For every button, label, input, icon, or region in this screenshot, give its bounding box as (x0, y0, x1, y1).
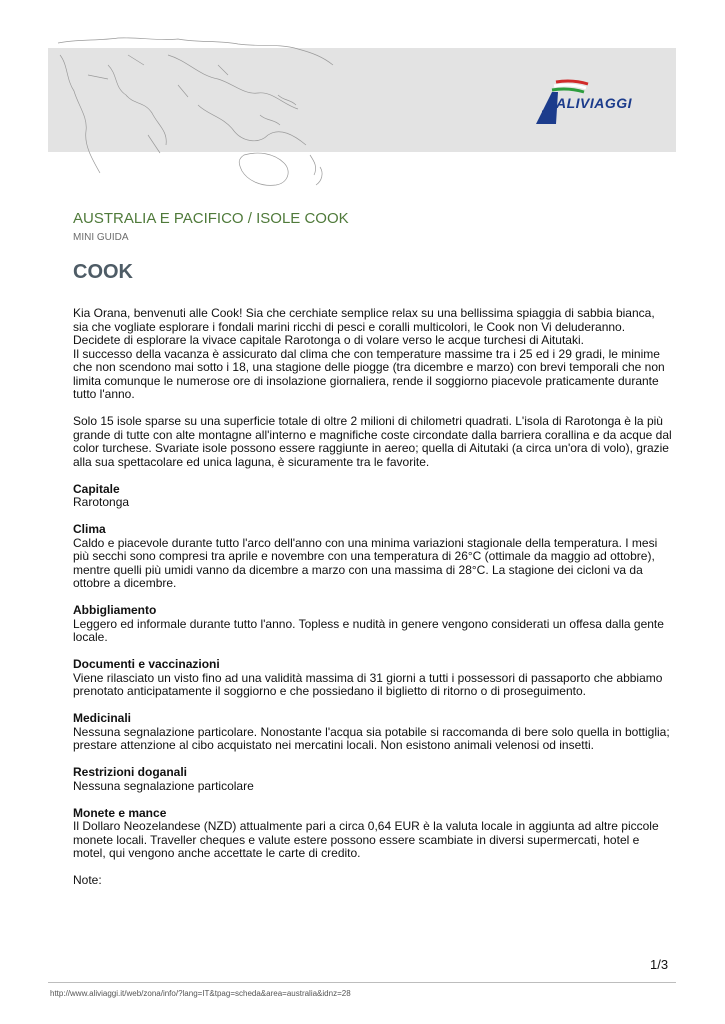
intro-paragraph: Il successo della vacanza è assicurato dal clima che con temperature massime tra i 25 ed i 29 gradi, le minime che non scendono mai sotto i 18, una stagione delle piogge (tra dicembre e marzo) con brevi temporali che non limita comunque le numerose ore di insolazione giornaliera, rende il soggiorno piacevole praticamente durante tutto l'anno. (73, 346, 665, 401)
intro-paragraph: Solo 15 isole sparse su una superficie totale di oltre 2 milioni di chilometri quadrati. L'isola di Rarotonga è la più grande di tutte con alte montagne all'interno e magnifiche coste circondate dalla barriera corallina e da acque dal color turchese. Svariate isole possono essere raggiunte in aereo; quella di Aitutaki (a circa un'ora di volo), grazie alla sua spettacolare ed unica laguna, è sicuramente tra le favorite. (73, 414, 672, 469)
section-title-capitale: Capitale (73, 481, 120, 496)
logo-wordmark: ALIVIAGGI (556, 95, 633, 111)
note-label: Note: (73, 873, 102, 887)
section-body-restrizioni: Nessuna segnalazione particolare (73, 778, 254, 793)
section-body-medicinali: Nessuna segnalazione particolare. Nonostante l'acqua sia potabile si raccomanda di bere solo quella in bottiglia; prestare attenzione al cibo acquistato nei mercatini locali. Non esistono animali velenosi od insetti. (73, 724, 670, 752)
world-map-graphic (48, 35, 348, 190)
region-title: AUSTRALIA E PACIFICO / ISOLE COOK (73, 210, 349, 227)
guide-subtitle: MINI GUIDA (73, 232, 129, 243)
guide-content (73, 307, 673, 888)
section-body-clima: Caldo e piacevole durante tutto l'arco dell'anno con una minima variazioni stagionale della temperatura. I mesi più secchi sono compresi tra aprile e novembre con una temperatura di 26°C (ottimale da maggio ad ottobre), mentre quelli più umidi vanno da dicembre a marzo con una massima di 28°C. La stagione dei cicloni va da ottobre a dicembre. (73, 535, 658, 590)
page-title: COOK (73, 261, 133, 283)
section-title-medicinali: Medicinali (73, 711, 132, 725)
section-body-monete: Il Dollaro Neozelandese (NZD) attualmente pari a circa 0,64 EUR è la valuta locale in aggiunta ad altre piccole monete locali. Traveller cheques e valute estere possono essere scambiate in diversi supermercati, hotel e motel, qui vengono anche accettate le carte di credito. (73, 819, 659, 860)
section-title-clima: Clima (73, 522, 106, 536)
section-body-documenti: Viene rilasciato un visto fino ad una validità massima di 31 giorni a tutti i possessori di passaporto che abbiamo prenotato anticipatamente il soggiorno e che possiedano il biglietto di ritorno o di proseguimento. (73, 670, 663, 698)
footer-url-link[interactable]: http://www.aliviaggi.it/web/zona/info/?lang=IT&tpag=scheda&area=australia&idnz=28 (50, 989, 351, 998)
section-title-restrizioni: Restrizioni doganali (73, 765, 188, 779)
section-body-abbigliamento: Leggero ed informale durante tutto l'anno. Topless e nudità in genere vengono considerati un offesa dalla gente locale. (73, 616, 664, 644)
section-title-documenti: Documenti e vaccinazioni (73, 657, 220, 671)
section-title-monete: Monete e mance (73, 805, 167, 820)
footer-divider (48, 982, 676, 983)
section-body-capitale: Rarotonga (73, 495, 130, 509)
intro-paragraph: Kia Orana, benvenuti alle Cook! Sia che cerchiate semplice relax su una bellissima spiaggia di sabbia bianca, sia che vogliate esplorare i fondali marini ricchi di pesci e coralli multicolori, le Cook non Vi deluderanno. Decidete di esplorare la vivace capitale Rarotonga o di volare verso le acque turchesi di Aitutaki. (73, 306, 655, 347)
section-title-abbigliamento: Abbigliamento (73, 603, 157, 617)
page-number: 1/3 (650, 957, 669, 972)
